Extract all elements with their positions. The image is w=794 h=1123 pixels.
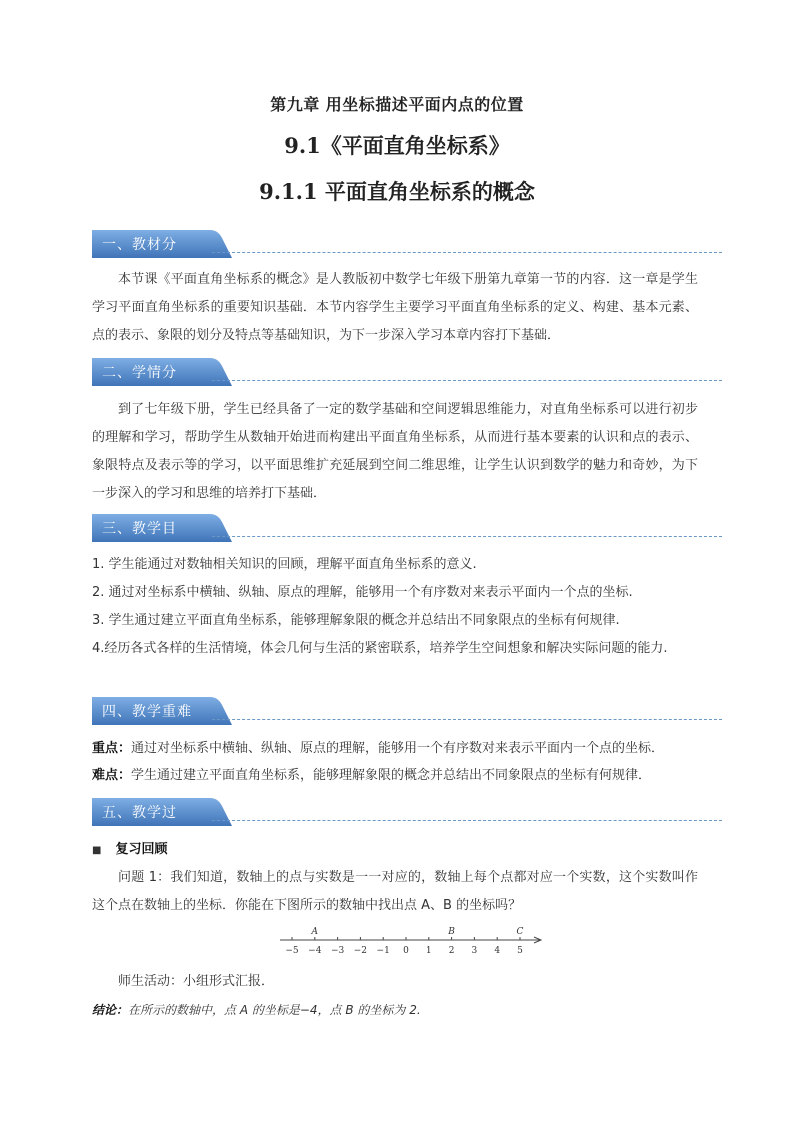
section-header-3 [92, 512, 722, 544]
conclusion-label: 结论： [92, 1003, 129, 1017]
number-line-tick-label: 4 [494, 946, 501, 956]
number-line-tick-label: −1 [376, 946, 390, 956]
goal-item: 3. 学生通过建立平面直角坐标系，能够理解象限的概念并总结出不同象限点的坐标有何规律. [92, 613, 620, 628]
number-line-tick-label: −2 [353, 946, 368, 956]
number-line-tick-label: 2 [448, 946, 455, 956]
number-line-tick-label: 1 [425, 946, 432, 956]
subsection-title: 9.1.1 平面直角坐标系的概念 [259, 179, 535, 204]
section-header-4 [92, 695, 722, 727]
chapter-title: 第九章 用坐标描述平面内点的位置 [270, 95, 524, 114]
section-label: 二、学情分 [102, 365, 177, 381]
number-line-tick-label: 3 [471, 946, 478, 956]
goal-item: 1. 学生能通过对数轴相关知识的回顾，理解平面直角坐标系的意义. [92, 557, 477, 572]
section-title: 9.1《平面直角坐标系》 [284, 133, 510, 158]
section-header-2 [92, 356, 722, 388]
key-label: 重点： [92, 741, 132, 756]
section-tab [92, 695, 222, 725]
section-divider [212, 820, 722, 821]
section-divider [212, 380, 722, 381]
section-label: 三、教学目 [102, 521, 177, 537]
goal-item: 2. 通过对坐标系中横轴、纵轴、原点的理解，能够用一个有序数对来表示平面内一个点的坐标. [92, 585, 633, 600]
section-label: 四、教学重难 [102, 704, 192, 720]
number-line-tick-label: −5 [285, 946, 299, 956]
number-line-tick-label: −3 [330, 946, 345, 956]
review-title: 复习回顾 [115, 842, 168, 857]
activity-text: 师生活动：小组形式汇报． [118, 974, 275, 989]
section-label: 五、教学过 [102, 805, 177, 821]
section-2-text: 到了七年级下册，学生已经具备了一定的数学基础和空间逻辑思维能力，对直角坐标系可以进行初步的理解和学习，帮助学生从数轴开始进而构建出平面直角坐标系，从而进行基本要素的认识和点的表示、象限特点及表示等的学习，以平面思维扩充延展到空间二维思维，让学生认识到数学的魅力和奇妙，为下一步深入的学习和思维的培养打下基础． [92, 402, 698, 501]
section-divider [212, 719, 722, 720]
number-line-point-label: B [448, 927, 455, 937]
number-line-point-label: C [516, 927, 524, 937]
key-text: 通过对坐标系中横轴、纵轴、原点的理解，能够用一个有序数对来表示平面内一个点的坐标． [131, 741, 665, 756]
number-line-point-label: A [311, 927, 319, 937]
conclusion [92, 996, 702, 1024]
square-bullet-icon: ■ [92, 845, 102, 856]
section-tab [92, 228, 222, 258]
number-line-tick-label: 5 [517, 946, 523, 956]
goal-item: 4.经历各式各样的生活情境，体会几何与生活的紧密联系，培养学生空间想象和解决实际问题的能力. [92, 641, 668, 656]
review-heading [92, 836, 702, 865]
question-text: 问题 1：我们知道，数轴上的点与实数是一一对应的，数轴上每个点都对应一个实数，这个实数叫作这个点在数轴上的坐标．你能在下图所示的数轴中找出点 A、B 的坐标吗？ [92, 870, 698, 913]
number-line [278, 922, 548, 958]
difficult-text: 学生通过建立平面直角坐标系，能够理解象限的概念并总结出不同象限点的坐标有何规律． [131, 768, 652, 783]
section-1-text: 本节课《平面直角坐标系的概念》是人教版初中数学七年级下册第九章第一节的内容．这一章是学生学习平面直角坐标系的重要知识基础．本节内容学生主要学习平面直角坐标系的定义、构建、基本元素、点的表示、象限的划分及特点等基础知识，为下一步深入学习本章内容打下基础． [92, 272, 698, 343]
section-tab [92, 356, 222, 386]
number-line-tick-label: 0 [403, 946, 409, 956]
section-divider [212, 252, 722, 253]
number-line-tick-label: −4 [308, 946, 322, 956]
section-label: 一、教材分 [102, 237, 177, 253]
difficult-label: 难点： [92, 768, 132, 783]
conclusion-text: 在所示的数轴中，点 A 的坐标是−4，点 B 的坐标为 2. [128, 1003, 421, 1017]
difficult-point [92, 762, 702, 790]
section-header-1 [92, 228, 722, 260]
key-point [92, 735, 702, 763]
section-tab [92, 796, 222, 826]
section-divider [212, 536, 722, 537]
section-tab [92, 512, 222, 542]
section-header-5 [92, 796, 722, 828]
